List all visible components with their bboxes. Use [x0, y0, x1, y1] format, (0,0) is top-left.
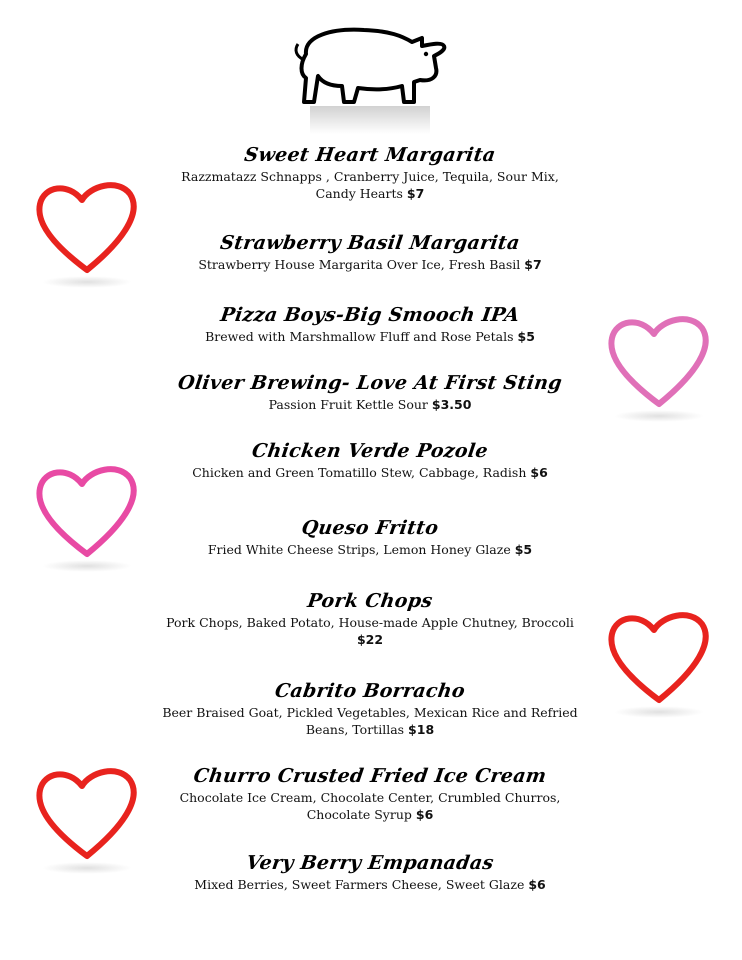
- menu-item: [120, 440, 620, 481]
- menu-item-price: $5: [517, 329, 535, 344]
- menu-item-name: Queso Fritto: [300, 517, 440, 539]
- menu-item-price: $7: [524, 257, 542, 272]
- menu-item-price: $6: [530, 465, 548, 480]
- menu-item-description: Mixed Berries, Sweet Farmers Cheese, Sweet Glaze $6: [194, 877, 546, 892]
- menu-item-description: Strawberry House Margarita Over Ice, Fresh Basil $7: [198, 257, 542, 272]
- menu-item: [120, 590, 620, 648]
- menu-item-price: $6: [415, 807, 434, 822]
- menu-item: [120, 517, 620, 558]
- menu-item: [120, 765, 620, 823]
- menu-item: [120, 680, 620, 738]
- menu-item: [120, 852, 620, 893]
- menu-item: [120, 372, 620, 413]
- menu-item-description: Chocolate Ice Cream, Chocolate Center, Crumbled Churros, Chocolate Syrup $6: [179, 790, 561, 822]
- menu-item-name: Oliver Brewing- Love At First Sting: [176, 372, 564, 394]
- menu-item-name: Very Berry Empanadas: [244, 852, 496, 874]
- menu-item-description: Fried White Cheese Strips, Lemon Honey Glaze $5: [207, 542, 533, 557]
- heart-icon: [604, 608, 714, 712]
- menu-item-description: Beer Braised Goat, Pickled Vegetables, Mexican Rice and Refried Beans, Tortillas $18: [162, 705, 578, 737]
- menu-item-description: Brewed with Marshmallow Fluff and Rose Petals $5: [205, 329, 535, 344]
- pig-icon: [292, 20, 452, 138]
- heart-icon: [604, 312, 714, 416]
- menu-item-name: Strawberry Basil Margarita: [218, 232, 522, 254]
- menu-item-description: Razzmatazz Schnapps , Cranberry Juice, Tequila, Sour Mix, Candy Hearts $7: [181, 169, 559, 201]
- menu-item-name: Pork Chops: [306, 590, 434, 612]
- menu-item-name: Pizza Boys-Big Smooch IPA: [219, 304, 521, 326]
- menu-item-description: Chicken and Green Tomatillo Stew, Cabbage, Radish $6: [192, 465, 548, 480]
- menu-item-price: $22: [356, 632, 384, 647]
- menu-item-price: $18: [408, 722, 435, 737]
- menu-item-price: $7: [406, 186, 425, 201]
- menu-item-price: $6: [528, 877, 546, 892]
- menu-item-name: Chicken Verde Pozole: [250, 440, 490, 462]
- menu-item: [120, 232, 620, 273]
- menu-item-price: $3.50: [431, 397, 472, 412]
- menu-item: [120, 304, 620, 345]
- menu-item-name: Churro Crusted Fried Ice Cream: [192, 765, 548, 787]
- menu-item-description: Pork Chops, Baked Potato, House-made Apple Chutney, Broccoli $22: [166, 615, 574, 647]
- menu-item-price: $5: [514, 542, 533, 557]
- menu-item-name: Sweet Heart Margarita: [242, 144, 498, 166]
- menu-item-description: Passion Fruit Kettle Sour $3.50: [268, 397, 472, 412]
- menu-item: [120, 144, 620, 202]
- menu-item-name: Cabrito Borracho: [273, 680, 467, 702]
